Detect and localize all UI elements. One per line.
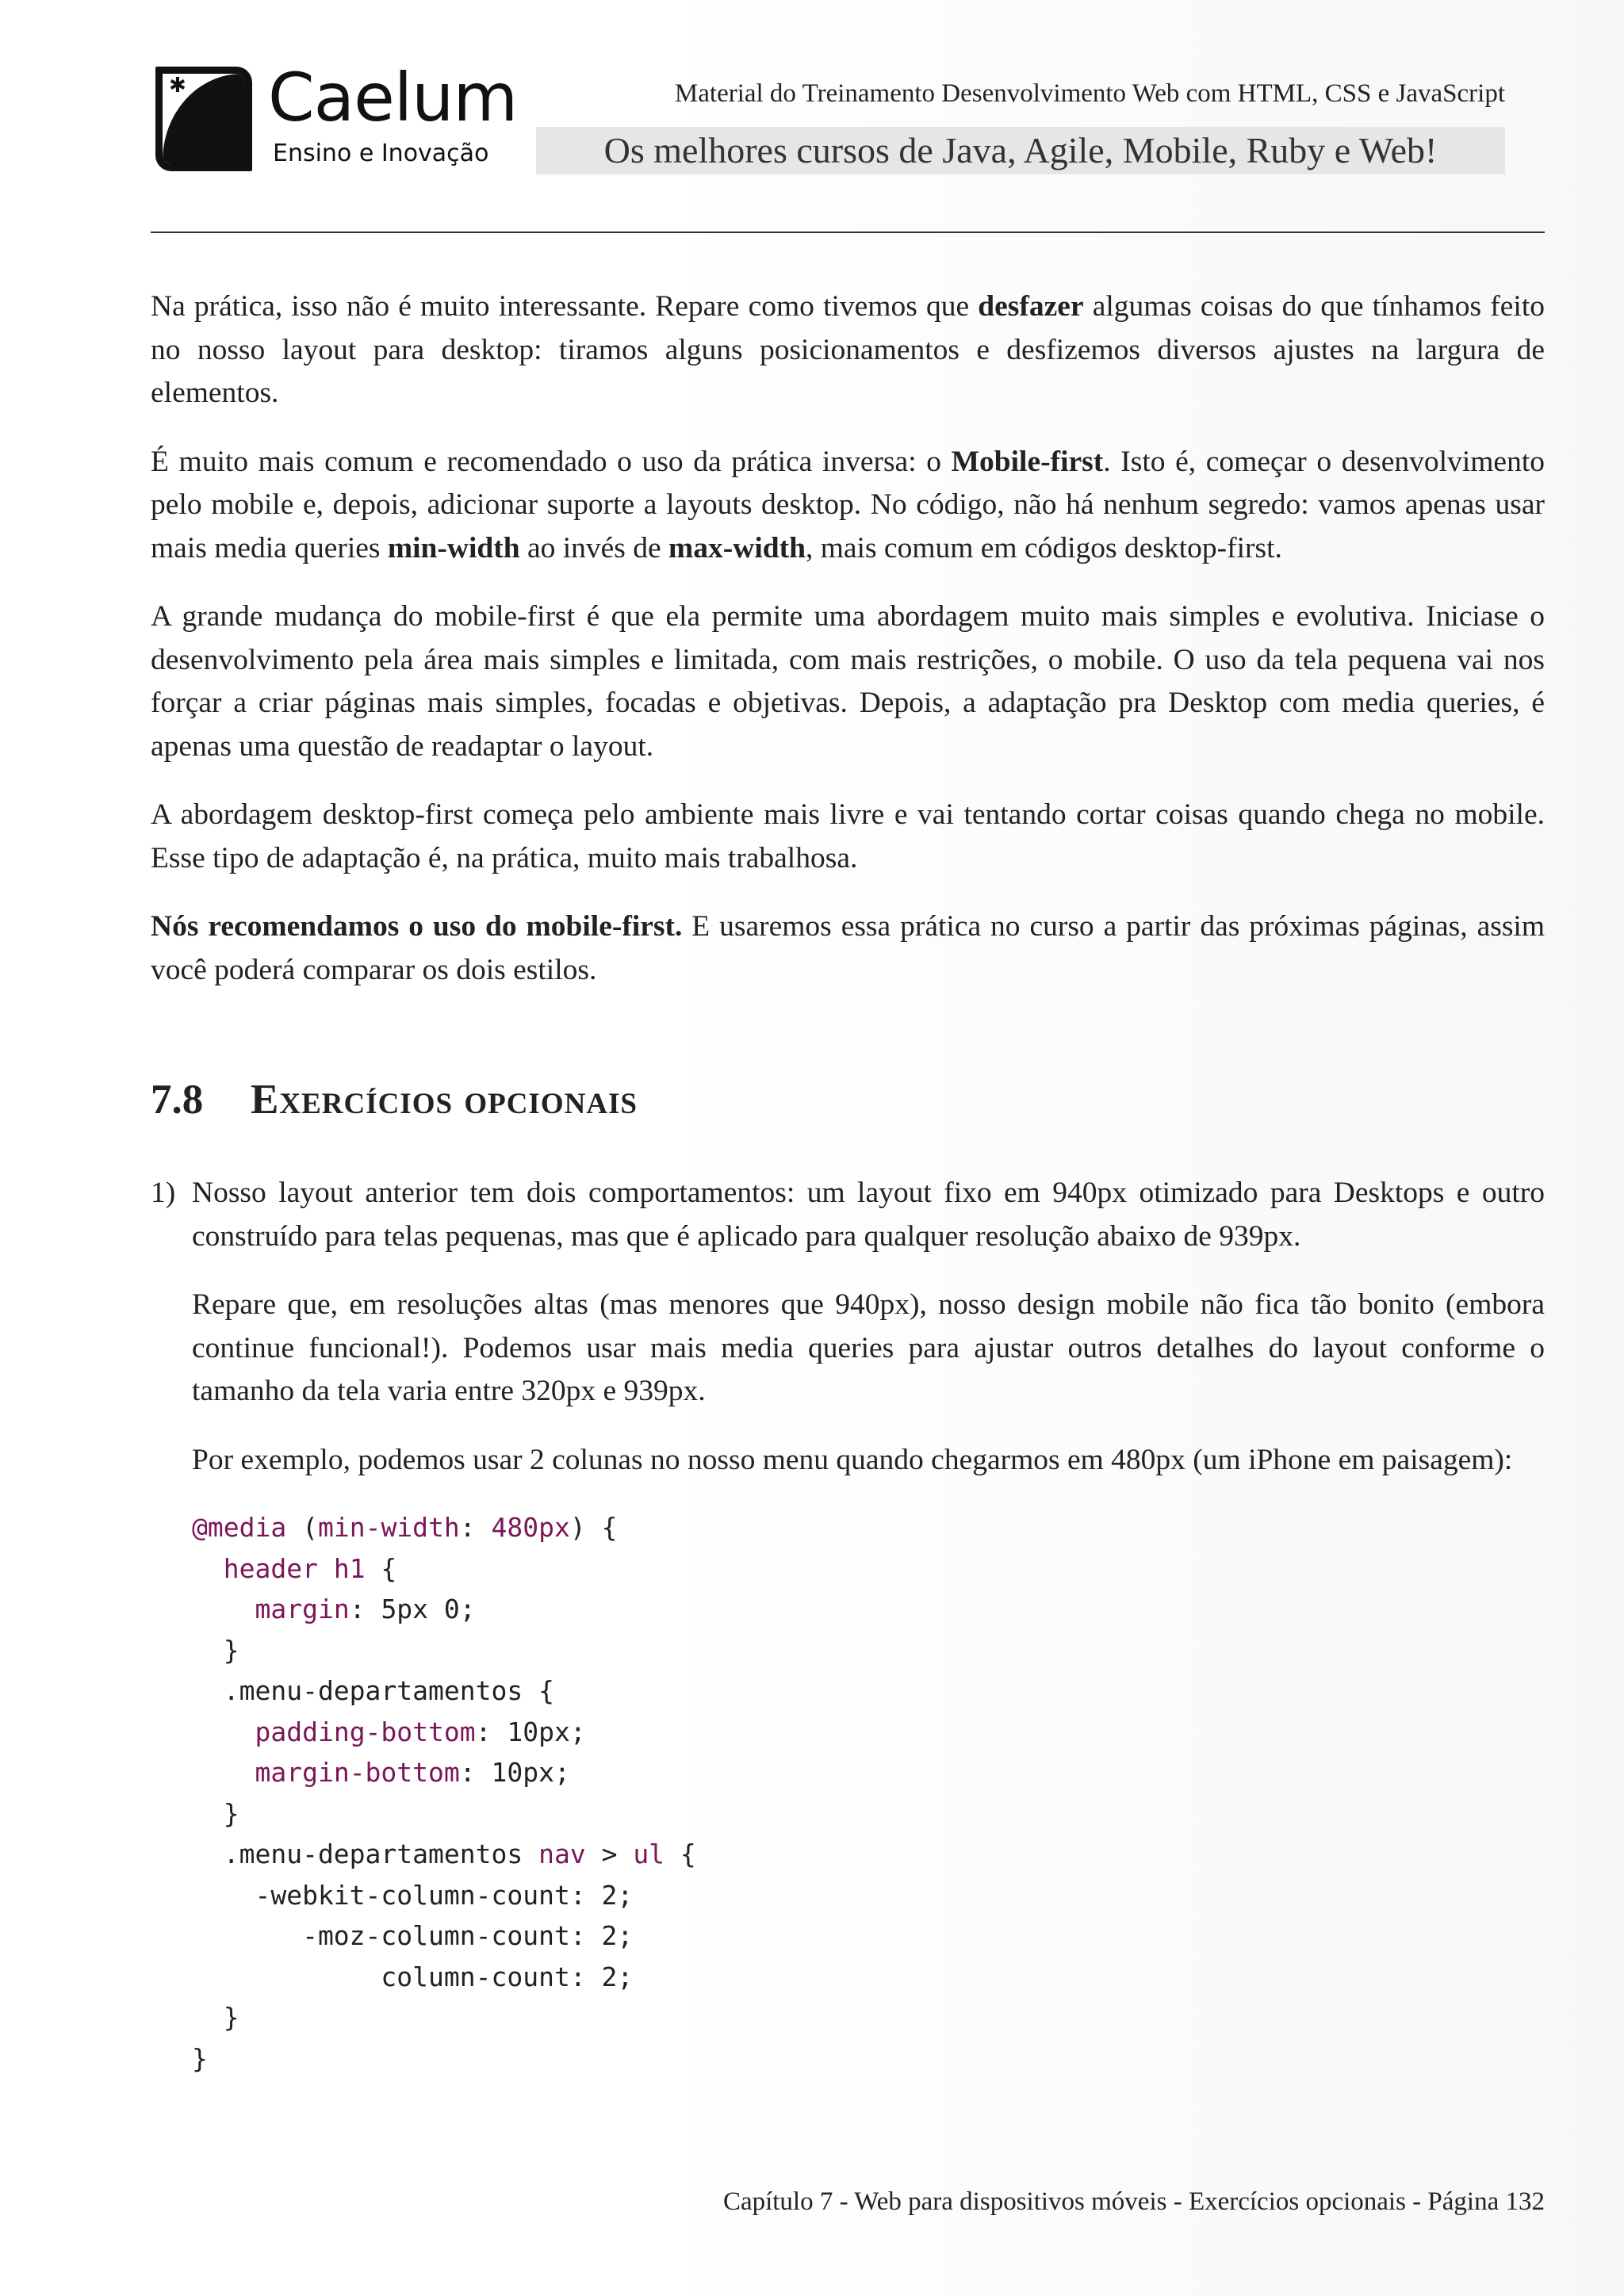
code-keyword: ul [633, 1839, 665, 1869]
star-icon: ✱ [169, 74, 186, 98]
code-block [192, 1507, 1545, 2079]
logo-mark-icon [155, 67, 252, 171]
code-keyword: 480px [491, 1512, 570, 1543]
text-span: E usaremos essa prática no curso a partir das próximas páginas, assim você poderá comparar os dois estilos. [151, 910, 1545, 986]
code-keyword: @media [192, 1512, 287, 1543]
bold-text: Mobile-first [951, 445, 1104, 478]
code-keyword: margin-bottom [255, 1757, 460, 1788]
text-span: . Isto é, começar o desenvolvimento pelo mobile e, depois, adicionar suporte a layouts desktop. No código, não há nenhum segredo: vamos apenas usar mais media queries [151, 445, 1545, 564]
exercise-number: 1) [151, 1177, 176, 1209]
code-keyword: padding-bottom [255, 1716, 476, 1747]
logo-name: Caelum [268, 59, 518, 136]
page-footer: Capítulo 7 - Web para dispositivos móveis - Exercícios opcionais - Página 132 [722, 2187, 1545, 2216]
code-line: } [192, 1797, 239, 1829]
text-span: algumas coisas do que tínhamos feito no nosso layout para desktop: tiramos alguns posicionamentos e desfizemos diversos ajustes na largura de elementos. [151, 290, 1545, 409]
code-text: { [365, 1552, 397, 1584]
bold-text: max-width [668, 531, 806, 564]
code-line: -moz-column-count: 2; [192, 1920, 634, 1951]
exercise-paragraph-1: Nosso layout anterior tem dois comportamentos: um layout fixo em 940px otimizado para Desktops e outro construído para telas pequenas, mas que é aplicado para qualquer resolução abaixo de 939px. [192, 1177, 1545, 1253]
paragraph-3: A grande mudança do mobile-first é que ela permite uma abordagem muito mais simples e evolutiva. Iniciase o desenvolvimento pela área mais simples e limitada, com mais restrições, o mobile. O uso da tela pequena vai nos forçar a criar páginas mais simples, focadas e objetivas. Depois, a adaptação pra Desktop com media queries, é apenas uma questão de readaptar o layout. [151, 600, 1545, 763]
header-material-title: Material do Treinamento Desenvolvimento Web com HTML, CSS e JavaScript [674, 79, 1505, 108]
code-indent [192, 1716, 255, 1747]
code-keyword: min-width [317, 1512, 460, 1543]
exercise-paragraph-3: Por exemplo, podemos usar 2 colunas no nosso menu quando chegarmos em 480px (um iPhone em paisagem): [192, 1443, 1513, 1476]
code-line: } [192, 1634, 239, 1666]
code-text: .menu-departamentos [192, 1839, 539, 1869]
code-indent [192, 1757, 255, 1788]
code-keyword: header h1 [223, 1552, 366, 1584]
paragraph-1 [151, 285, 1545, 415]
code-line: column-count: 2; [192, 1961, 634, 1992]
code-indent [192, 1553, 224, 1584]
text-span: , mais comum em códigos desktop-first. [805, 531, 1282, 564]
section-title: Exercícios opcionais [251, 1077, 638, 1123]
body-text [151, 285, 1545, 1017]
code-text: { [665, 1839, 696, 1869]
paragraph-2 [151, 441, 1545, 571]
text-span: Na prática, isso não é muito interessante. Repare como tivemos que [151, 290, 979, 323]
code-text: : [459, 1512, 492, 1543]
code-text: : 10px; [459, 1757, 570, 1788]
exercise-item [151, 1172, 1545, 2079]
code-keyword: nav [538, 1839, 586, 1869]
bold-text: min-width [387, 531, 520, 564]
code-text: ) { [569, 1512, 618, 1543]
code-text: ( [286, 1512, 318, 1543]
code-line: } [192, 2002, 239, 2033]
code-keyword: margin [255, 1594, 350, 1624]
code-line: } [192, 2042, 208, 2074]
code-indent [192, 1594, 255, 1624]
exercise-paragraph-2: Repare que, em resoluções altas (mas menores que 940px), nosso design mobile não fica tão bonito (embora continue funcional!). Podemos usar mais media queries para ajustar outros detalhes do layout conforme o tamanho da tela varia entre 320px e 939px. [192, 1288, 1545, 1407]
section-number: 7.8 [151, 1077, 204, 1123]
header-banner: Os melhores cursos de Java, Agile, Mobile, Ruby e Web! [536, 127, 1505, 174]
code-text: : 5px 0; [349, 1594, 476, 1624]
header-divider [151, 232, 1545, 233]
bold-text: Nós recomendamos o uso do mobile-first. [151, 910, 683, 943]
text-span: É muito mais comum e recomendado o uso da prática inversa: o [151, 445, 952, 478]
code-text: : 10px; [475, 1716, 586, 1747]
code-text: > [585, 1839, 634, 1869]
text-span: ao invés de [519, 531, 669, 564]
paragraph-5 [151, 905, 1545, 992]
logo-tagline: Ensino e Inovação [273, 140, 489, 167]
code-line: .menu-departamentos { [192, 1675, 554, 1706]
caelum-logo [155, 59, 518, 178]
section-heading [151, 1072, 1545, 1127]
exercise-body [192, 1172, 1545, 2079]
bold-text: desfazer [978, 290, 1084, 323]
code-line: -webkit-column-count: 2; [192, 1879, 634, 1911]
paragraph-4: A abordagem desktop-first começa pelo ambiente mais livre e vai tentando cortar coisas quando chega no mobile. Esse tipo de adaptação é, na prática, muito mais trabalhosa. [151, 798, 1545, 874]
